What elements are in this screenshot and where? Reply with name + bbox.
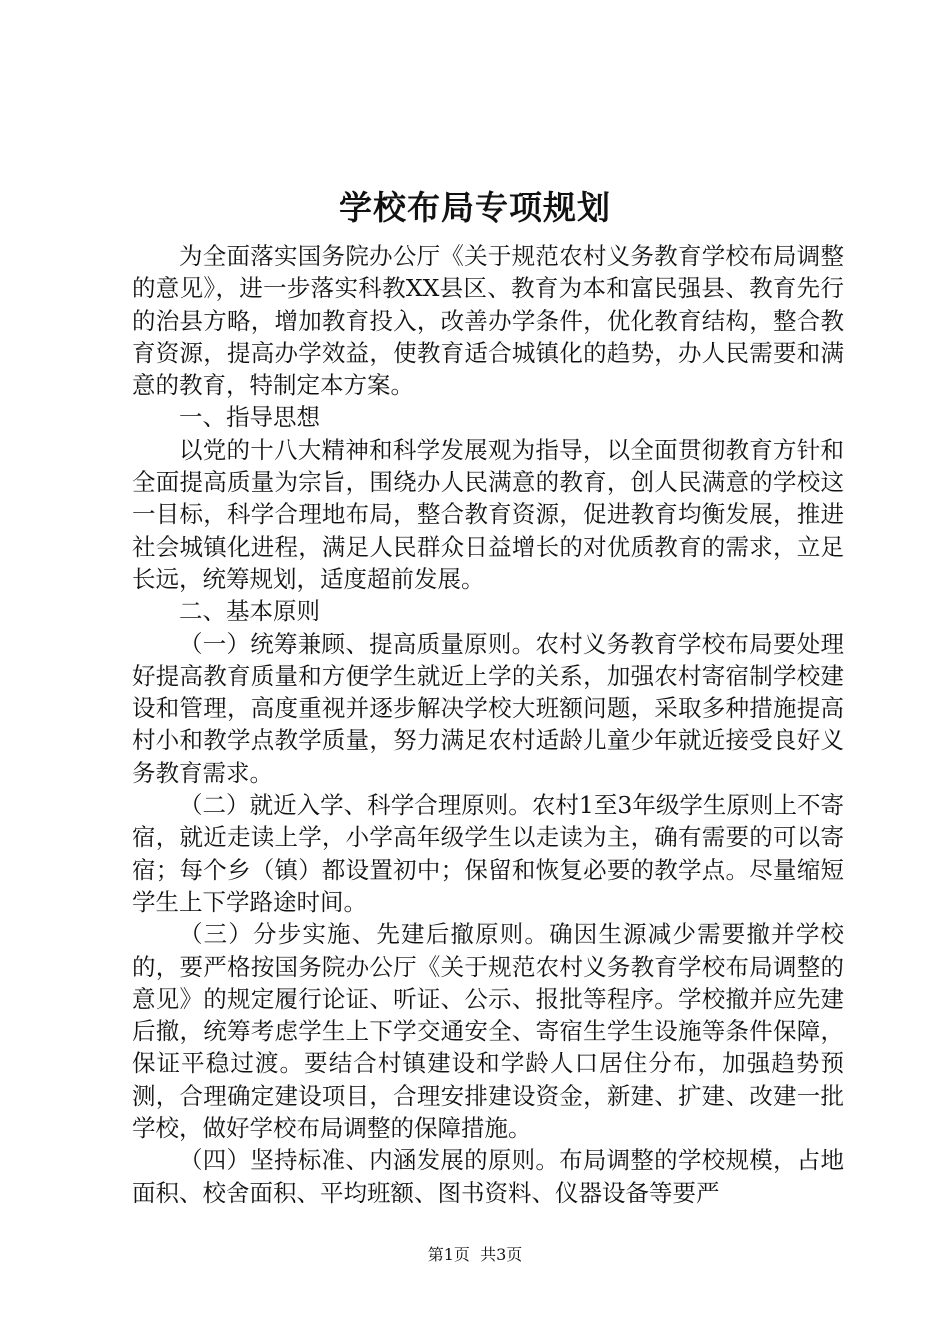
principle-3-paragraph: （三）分步实施、先建后撤原则。确因生源减少需要撤并学校的，要严格按国务院办公厅《关于规范农村义务教育学校布局调整的意见》的规定履行论证、听证、公示、报批等程序。学校撤并应先建后撤，统筹考虑学生上下学交通安全、寄宿生学生设施等条件保障，保证平稳过渡。要结合村镇建设和学龄人口居住分布，加强趋势预测，合理确定建设项目，合理安排建设资金，新建、扩建、改建一批学校，做好学校布局调整的保障措施。: [132, 920, 844, 1143]
page-footer: [0, 1244, 950, 1266]
principle-1-paragraph: （一）统筹兼顾、提高质量原则。农村义务教育学校布局要处理好提高教育质量和方便学生就近上学的关系，加强农村寄宿制学校建设和管理，高度重视并逐步解决学校大班额问题，采取多种措施提高村小和教学点教学质量，努力满足农村适龄儿童少年就近接受良好义务教育需求。: [132, 629, 844, 787]
section-heading-guiding-ideology: 一、指导思想: [179, 403, 320, 432]
guiding-ideology-paragraph: 以党的十八大精神和科学发展观为指导，以全面贯彻教育方针和全面提高质量为宗旨，围绕办人民满意的教育，创人民满意的学校这一目标，科学合理地布局，整合教育资源，促进教育均衡发展，推进社会城镇化进程，满足人民群众日益增长的对优质教育的需求，立足长远，统筹规划，适度超前发展。: [132, 435, 844, 593]
principle-2-paragraph: （二）就近入学、科学合理原则。农村1至3年级学生原则上不寄宿，就近走读上学，小学高年级学生以走读为主，确有需要的可以寄宿；每个乡（镇）都设置初中；保留和恢复必要的教学点。尽量缩短学生上下学路途时间。: [132, 791, 844, 916]
page-number-label: 第1页 共3页: [427, 1245, 523, 1264]
document-body: [132, 240, 844, 1209]
section-heading-basic-principles: 二、基本原则: [179, 597, 320, 626]
intro-paragraph: 为全面落实国务院办公厅《关于规范农村义务教育学校布局调整的意见》，进一步落实科教XX县区、教育为本和富民强县、教育先行的治县方略，增加教育投入，改善办学条件，优化教育结构，整合教育资源，提高办学效益，使教育适合城镇化的趋势，办人民需要和满意的教育，特制定本方案。: [132, 242, 844, 400]
document-title: 学校布局专项规划: [339, 188, 611, 227]
principle-4-paragraph: （四）坚持标准、内涵发展的原则。布局调整的学校规模，占地面积、校舍面积、平均班额、图书资料、仪器设备等要严: [132, 1146, 844, 1207]
